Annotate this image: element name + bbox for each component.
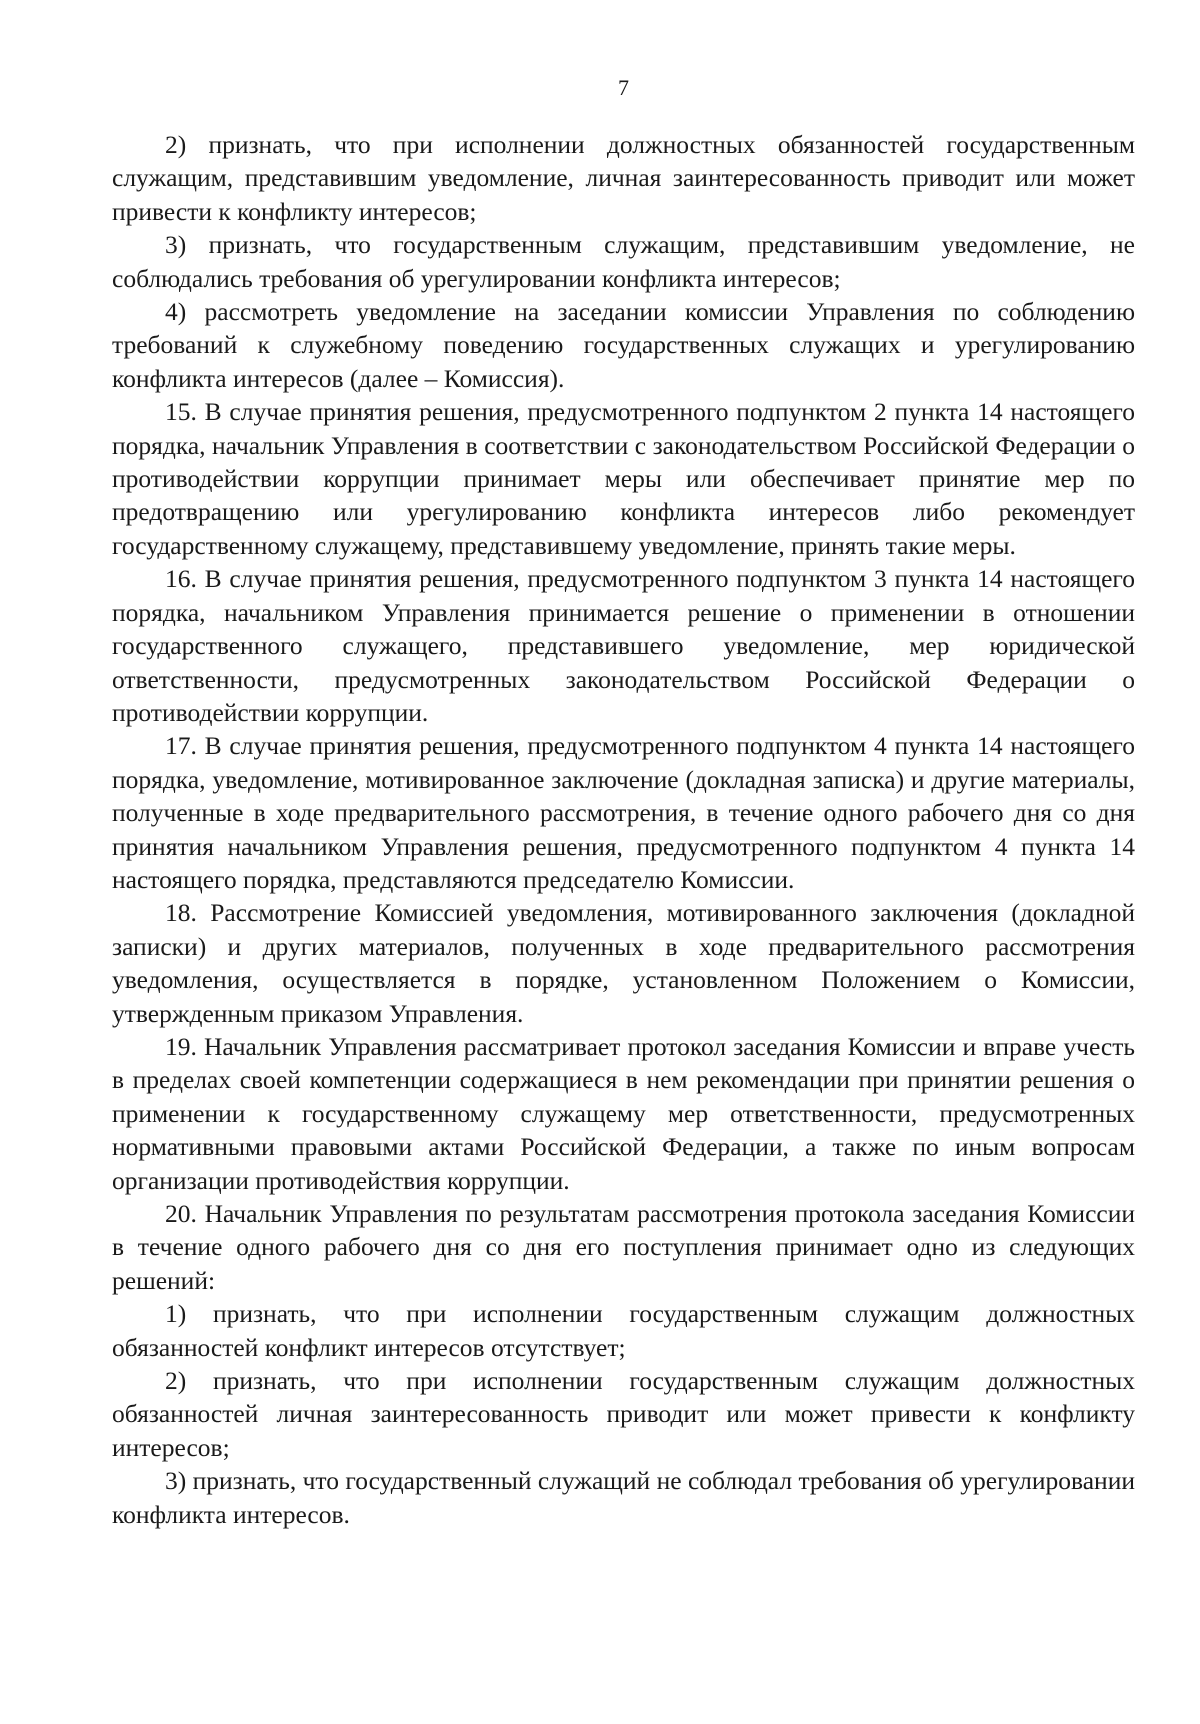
paragraph-decision-3: 3) признать, что государственный служащий не соблюдал требования об урегулировании конфликта интересов.	[112, 1466, 1135, 1529]
paragraph-clause-16: 16. В случае принятия решения, предусмотренного подпунктом 3 пункта 14 настоящего порядка, начальником Управления принимается решение о применении в отношении государственного служащего, представившего уведомление, мер юридической ответственности, предусмотренных законодательством Российской Федерации о противодействии коррупции.	[112, 564, 1135, 727]
paragraph-decision-1: 1) признать, что при исполнении государственным служащим должностных обязанностей конфликт интересов отсутствует;	[112, 1299, 1135, 1362]
paragraph-decision-2: 2) признать, что при исполнении государственным служащим должностных обязанностей личная заинтересованность приводит или может привести к конфликту интересов;	[112, 1366, 1135, 1462]
paragraph-item-3-requirements-not-met: 3) признать, что государственным служащим, представившим уведомление, не соблюдались требования об урегулировании конфликта интересов;	[112, 230, 1135, 293]
page-number: 7	[618, 75, 629, 100]
paragraph-item-2-conflict-exists: 2) признать, что при исполнении должностных обязанностей государственным служащим, представившим уведомление, личная заинтересованность приводит или может привести к конфликту интересов;	[112, 130, 1135, 226]
paragraph-clause-20: 20. Начальник Управления по результатам рассмотрения протокола заседания Комиссии в течение одного рабочего дня со дня его поступления принимает одно из следующих решений:	[112, 1199, 1135, 1295]
paragraph-item-4-commission-review: 4) рассмотреть уведомление на заседании комиссии Управления по соблюдению требований к служебному поведению государственных служащих и урегулированию конфликта интересов (далее – Комиссия).	[112, 297, 1135, 393]
paragraph-clause-18: 18. Рассмотрение Комиссией уведомления, мотивированного заключения (докладной записки) и других материалов, полученных в ходе предварительного рассмотрения уведомления, осуществляется в порядке, установленном Положением о Комиссии, утвержденным приказом Управления.	[112, 898, 1135, 1028]
paragraph-clause-19: 19. Начальник Управления рассматривает протокол заседания Комиссии и вправе учесть в пределах своей компетенции содержащиеся в нем рекомендации при принятии решения о применении к государственному служащему мер ответственности, предусмотренных нормативными правовыми актами Российской Федерации, а также по иным вопросам организации противодействия коррупции.	[112, 1031, 1135, 1195]
paragraph-clause-17: 17. В случае принятия решения, предусмотренного подпунктом 4 пункта 14 настоящего порядка, уведомление, мотивированное заключение (докладная записка) и другие материалы, полученные в ходе предварительного рассмотрения, в течение одного рабочего дня со дня принятия начальником Управления решения, предусмотренного подпунктом 4 пункта 14 настоящего порядка, представляются председателю Комиссии.	[112, 731, 1135, 894]
document-body	[112, 128, 1135, 1531]
paragraph-clause-15: 15. В случае принятия решения, предусмотренного подпунктом 2 пункта 14 настоящего порядка, начальник Управления в соответствии с законодательством Российской Федерации о противодействии коррупции принимает меры или обеспечивает принятие мер по предотвращению или урегулированию конфликта интересов либо рекомендует государственному служащему, представившему уведомление, принять такие меры.	[112, 397, 1135, 560]
